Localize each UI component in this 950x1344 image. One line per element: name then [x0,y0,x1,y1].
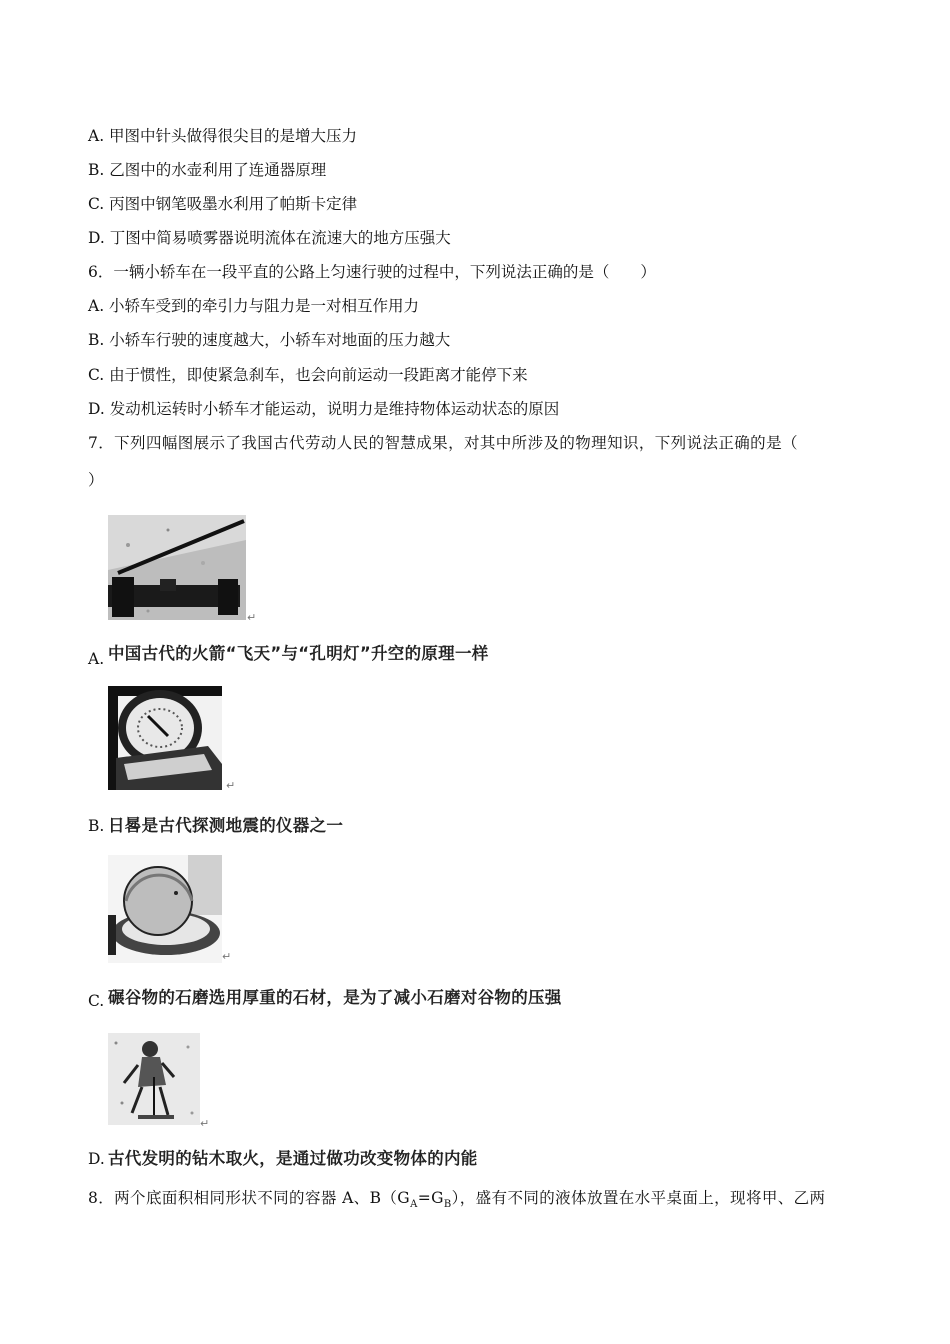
q6-option-b: B. 小轿车行驶的速度越大，小轿车对地面的压力越大 [88,331,451,349]
return-mark: ↵ [200,1117,210,1130]
q7-stem-line2: ） [88,471,104,489]
q7-option-a-caption: 中国古代的火箭“飞天”与“孔明灯”升空的原理一样 [108,644,489,663]
q7-option-a-label: A. [88,650,105,668]
q7-option-c-label: C. [88,992,105,1010]
rocket-photo [108,515,246,620]
q7-stem-line1: 7．下列四幅图展示了我国古代劳动人民的智慧成果，对其中所涉及的物理知识，下列说法正确的是（ [88,434,798,452]
return-mark: ↵ [222,950,232,963]
q7-option-b-caption: 日晷是古代探测地震的仪器之一 [108,816,344,835]
q5-option-d: D. 丁图中简易喷雾器说明流体在流速大的地方压强大 [88,229,451,247]
q6-option-d: D. 发动机运转时小轿车才能运动，说明力是维持物体运动状态的原因 [88,400,560,418]
q7-option-d-label: D. [88,1150,105,1168]
sundial-photo [108,686,222,790]
q6-option-a: A. 小轿车受到的牵引力与阻力是一对相互作用力 [88,297,420,315]
millstone-photo [108,855,222,963]
q5-option-b: B. 乙图中的水壶利用了连通器原理 [88,161,327,179]
q7-option-c-caption: 碾谷物的石磨选用厚重的石材，是为了减小石磨对谷物的压强 [108,988,562,1007]
q5-option-a: A. 甲图中针头做得很尖目的是增大压力 [88,127,358,145]
return-mark: ↵ [226,779,236,792]
q6-option-c: C. 由于惯性，即使紧急刹车，也会向前运动一段距离才能停下来 [88,366,528,384]
q6-stem: 6．一辆小轿车在一段平直的公路上匀速行驶的过程中，下列说法正确的是（ ） [88,263,656,281]
q7-option-b-label: B. [88,817,105,835]
q7-option-d-caption: 古代发明的钻木取火，是通过做功改变物体的内能 [108,1149,478,1168]
return-mark: ↵ [247,611,257,624]
q8-stem: 8．两个底面积相同形状不同的容器 A、$B(G_A=G_B)$，盛有不同的液体放置在水平桌面上，现将甲、乙两 [88,1189,826,1211]
drill-fire-photo [108,1033,200,1125]
q5-option-c: C. 丙图中钢笔吸墨水利用了帕斯卡定律 [88,195,358,213]
